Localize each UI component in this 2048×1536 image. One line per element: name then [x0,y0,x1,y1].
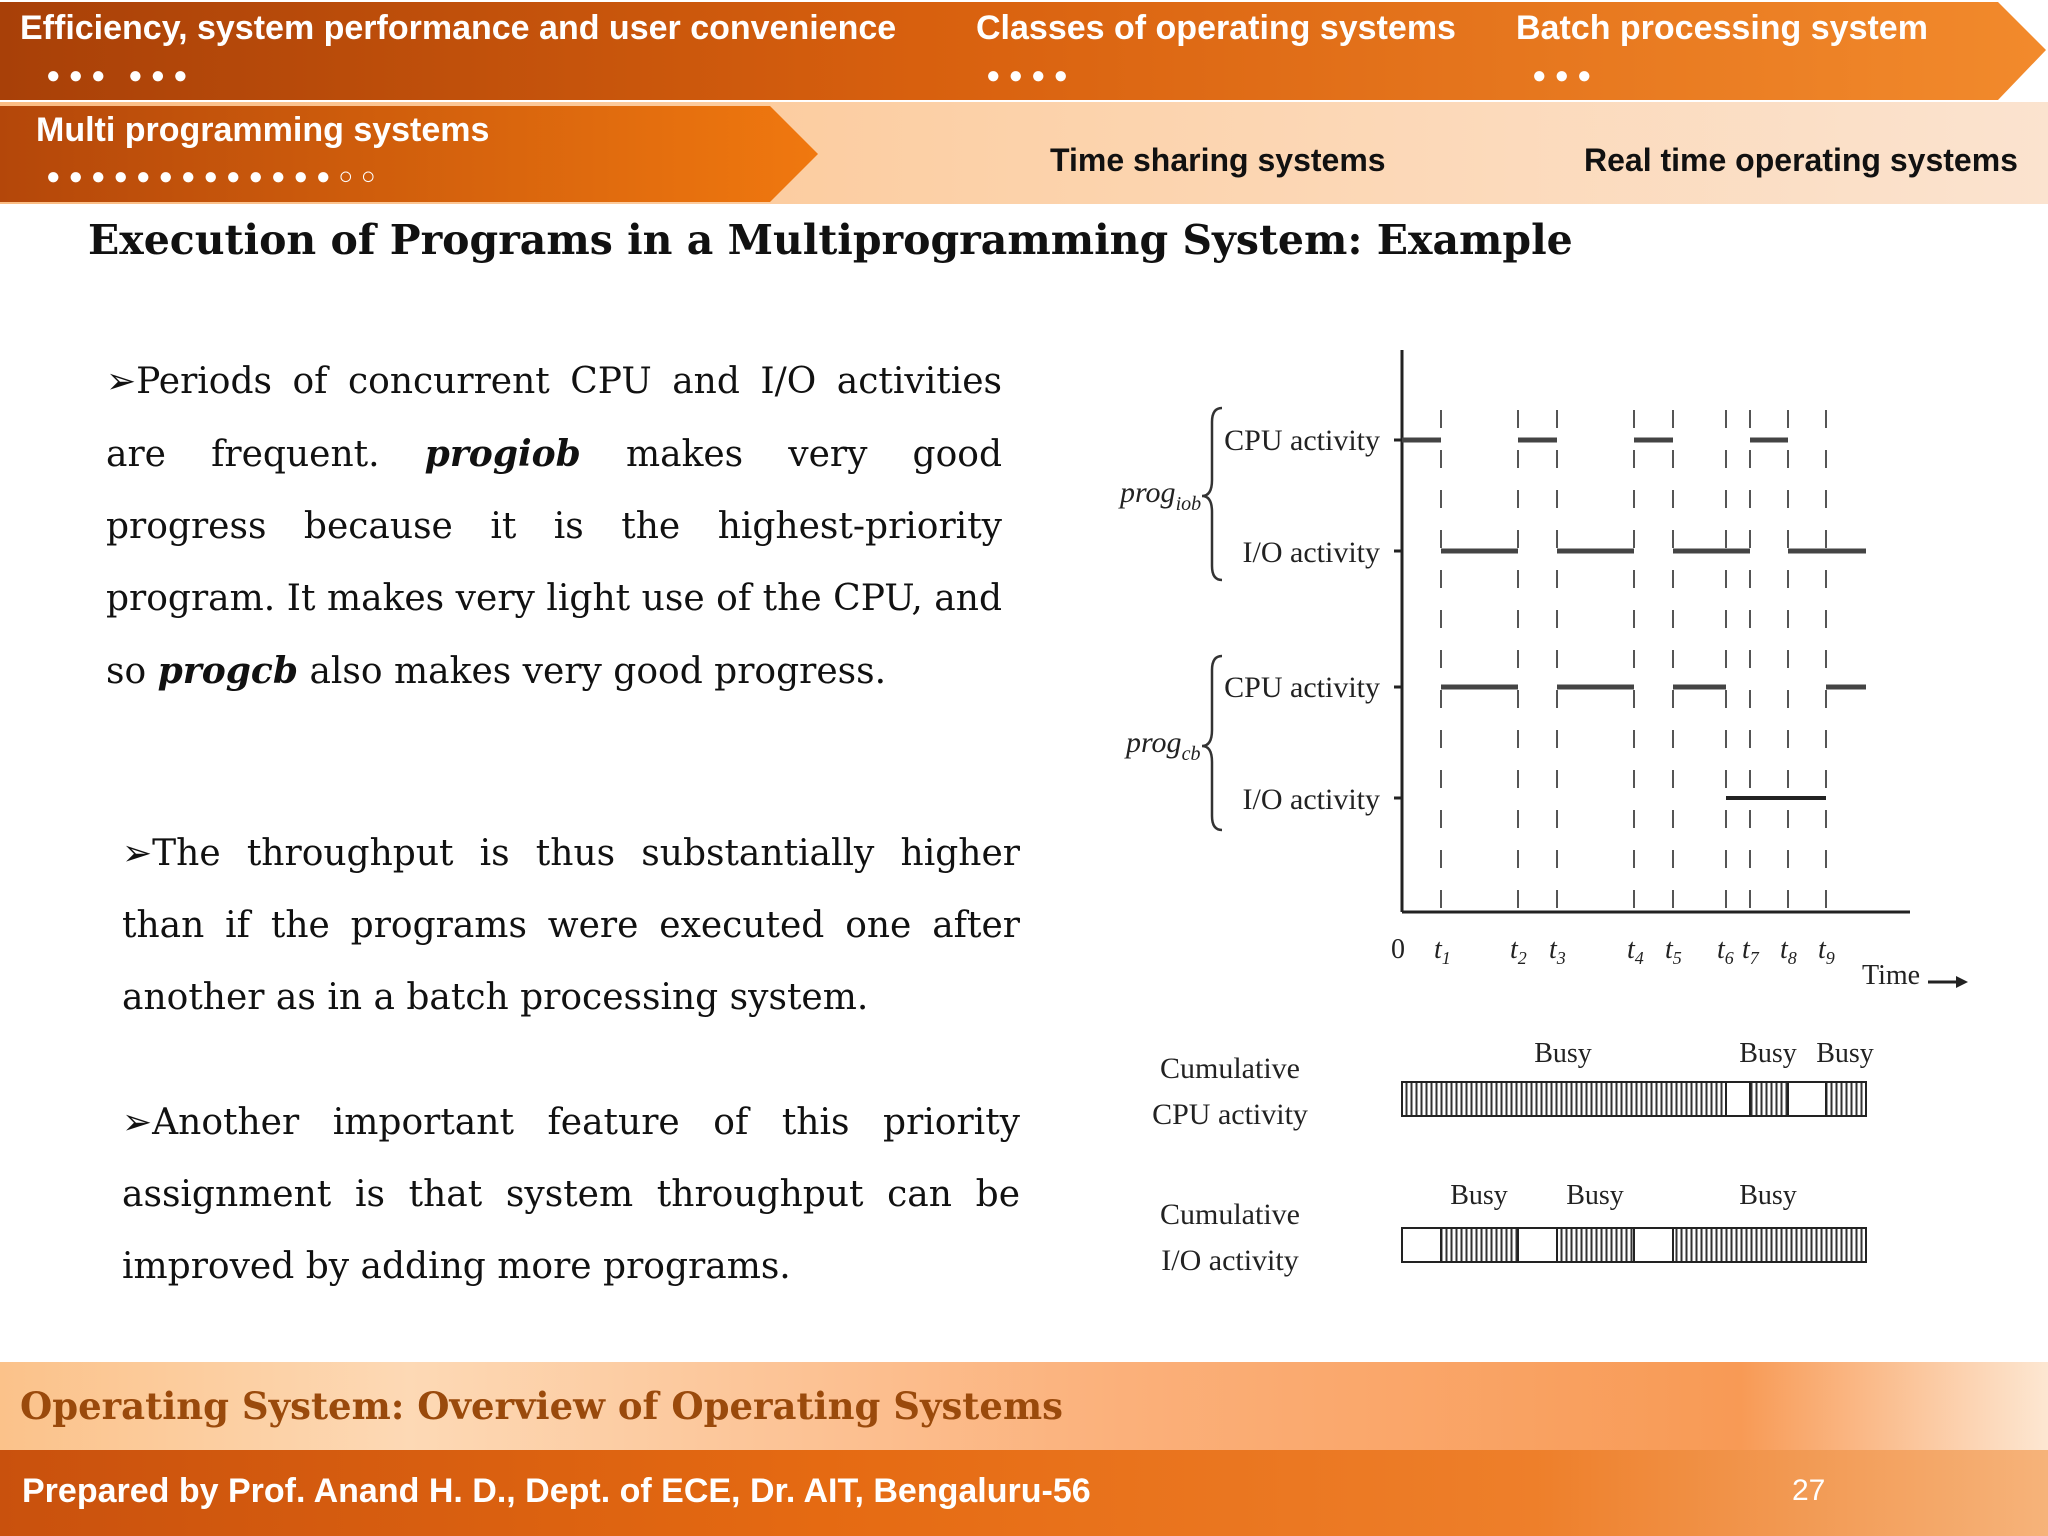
io-busy-label-3: Busy [1739,1180,1797,1211]
course-title: Operating System: Overview of Operating Systems [20,1384,1063,1428]
io-busy-label-1: Busy [1450,1180,1508,1211]
slide-title: Execution of Programs in a Multiprogramming System: Example [88,216,1573,264]
nav-section-multiprogramming[interactable]: Multi programming systems [36,111,490,149]
time-arrow-icon [1928,976,1968,988]
sub-nav-banner [0,102,2048,204]
nav-section-efficiency[interactable]: Efficiency, system performance and user convenience [20,9,897,47]
bullet-arrow: ➢ [122,1102,153,1143]
svg-text:t8: $t_8$ [1780,934,1797,968]
progiob-label: prog$_{iob}$ [1120,476,1202,515]
cumulative-io-bar [1402,1228,1866,1262]
bullet-arrow: ➢ [106,361,137,402]
svg-text:t9: $t_9$ [1818,934,1835,968]
progcb-cpu-label: CPU activity [1224,671,1380,704]
svg-text:0: 0 [1391,934,1405,965]
nav-section-batch[interactable]: Batch processing system [1516,9,1928,47]
program-braces [1202,408,1222,830]
cumulative-cpu-label-line1: Cumulative [1160,1052,1300,1085]
paragraph-throughput: ➢The throughput is thus substantially higher than if the programs were executed one after another as in a batch processing system. [122,833,1020,1018]
time-axis-labels [1391,934,1835,968]
prepared-by: Prepared by Prof. Anand H. D., Dept. of ECE, Dr. AIT, Bengaluru-56 [22,1472,1091,1510]
svg-text:t6: $t_6$ [1717,934,1734,968]
author-footer [0,1450,2048,1536]
progiob-cpu-label: CPU activity [1224,424,1380,457]
cumulative-cpu-bar [1402,1082,1866,1116]
svg-text:t7: $t_7$ [1742,934,1759,968]
cpu-busy-label-1: Busy [1534,1038,1592,1069]
svg-text:t3: $t_3$ [1549,934,1566,968]
cpu-busy-label-3: Busy [1816,1038,1874,1069]
nav-progress-dots-efficiency: ●●● ●●● [46,62,196,89]
nav-section-classes[interactable]: Classes of operating systems [976,9,1456,47]
nav-progress-dots-classes: ●●●● [986,62,1076,89]
bullet-arrow: ➢ [122,833,153,874]
nav-progress-dots-batch: ●●● [1532,62,1600,89]
nav-section-time-sharing[interactable]: Time sharing systems [1050,142,1386,178]
multiprogramming-timing-diagram [1090,330,1990,1330]
progiob-io-label: I/O activity [1242,536,1380,569]
io-busy-label-2: Busy [1566,1180,1624,1211]
progcb-term: progcb [157,650,299,692]
course-footer [0,1362,2048,1450]
cumulative-cpu-label-line2: CPU activity [1152,1098,1308,1131]
paragraph-priority: ➢Another important feature of this priority assignment is that system throughput can be improved by adding more programs. [122,1102,1020,1287]
svg-text:t4: $t_4$ [1627,934,1644,968]
nav-section-real-time[interactable]: Real time operating systems [1584,142,2018,178]
progcb-io-label: I/O activity [1242,783,1380,816]
progiob-term: progiob [424,433,581,475]
top-nav-banner [0,0,2048,102]
svg-text:t2: $t_2$ [1510,934,1527,968]
paragraph-concurrency: ➢Periods of concurrent CPU and I/O activities are frequent. progiob makes very good progress because it is the highest-priority program. It makes very light use of the CPU, and so progcb also makes very good progress. [106,361,1002,692]
svg-text:t1: $t_1$ [1434,934,1451,968]
cpu-busy-label-2: Busy [1739,1038,1797,1069]
cumulative-io-label-line2: I/O activity [1161,1244,1299,1277]
page-number: 27 [1792,1474,1826,1507]
time-axis-title: Time [1862,960,1921,991]
nav-progress-dots-multiprogramming: ●●●●●●●●●●●●●○○ [46,163,384,190]
progcb-label: prog$_{cb}$ [1126,726,1201,765]
svg-text:t5: $t_5$ [1665,934,1682,968]
time-marker-lines [1441,410,1826,912]
cumulative-io-label-line1: Cumulative [1160,1198,1300,1231]
